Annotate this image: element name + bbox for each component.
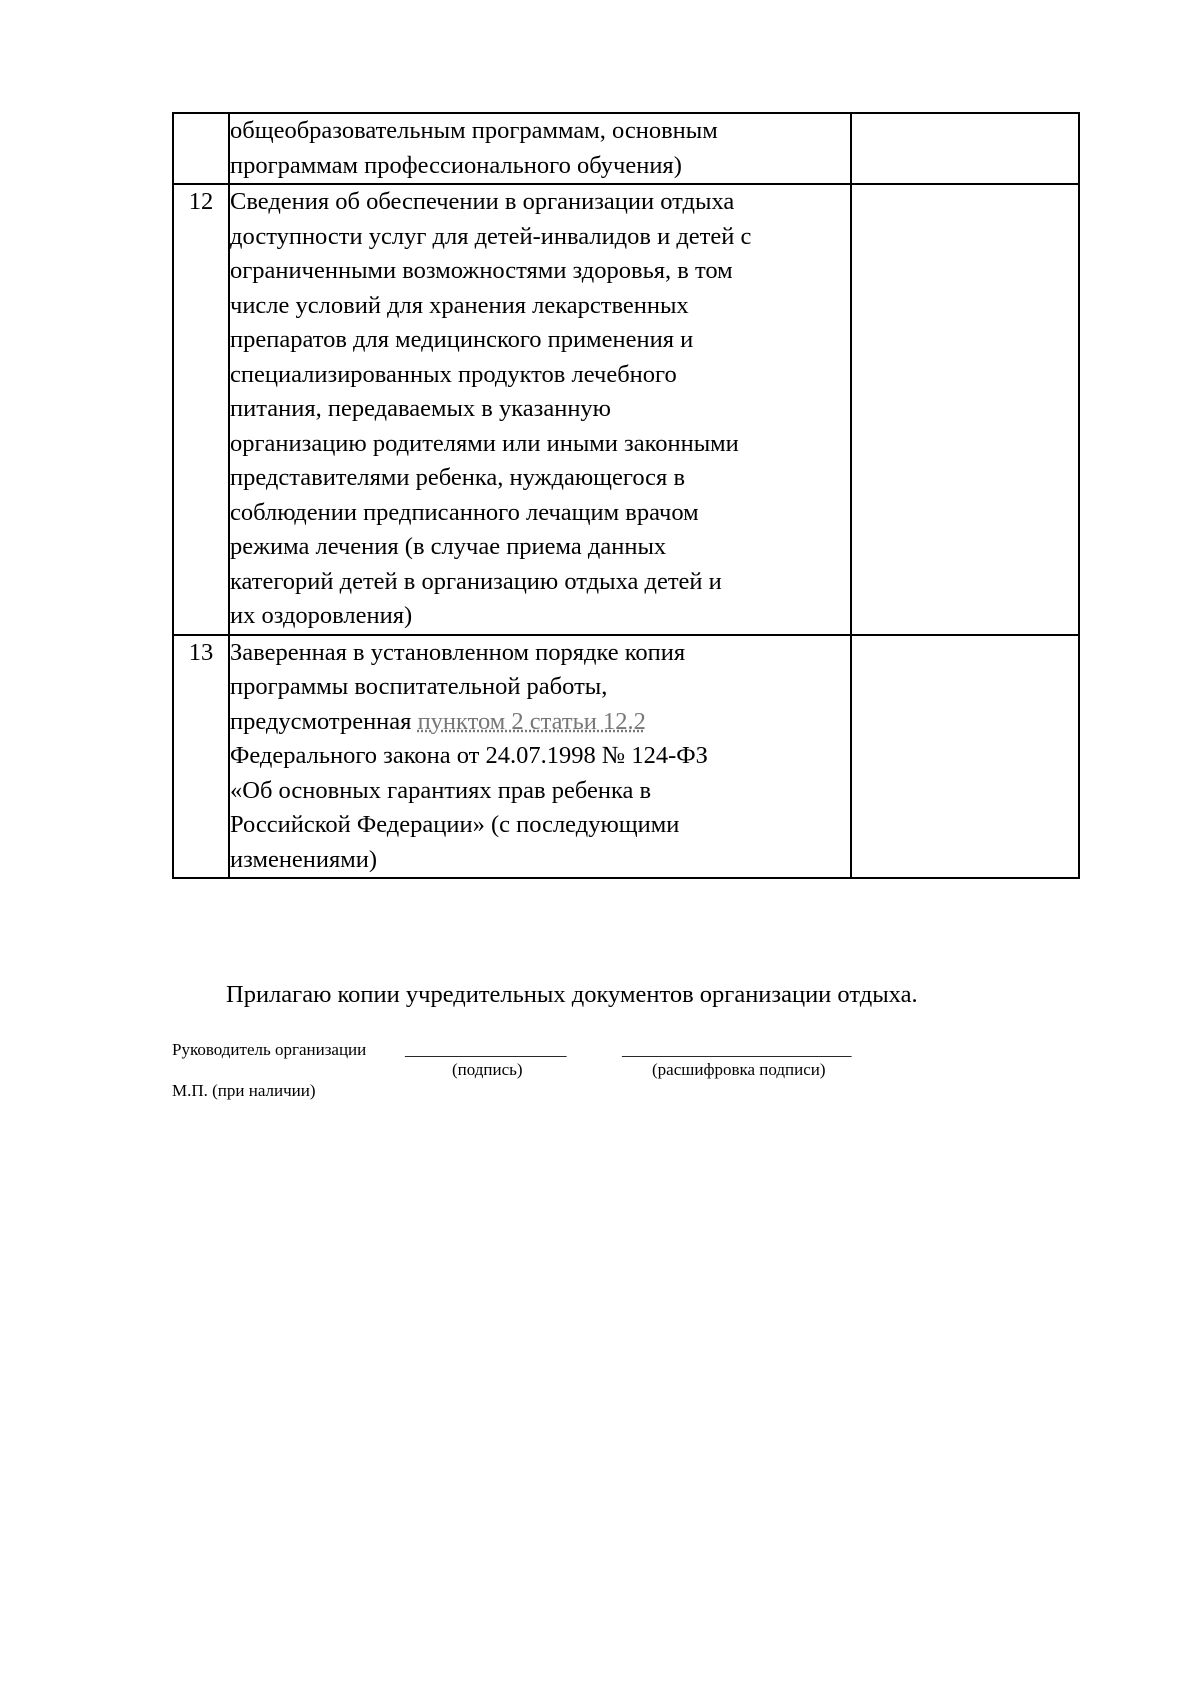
row-mark-cell bbox=[851, 113, 1079, 184]
decoding-caption: (расшифровка подписи) bbox=[652, 1060, 826, 1079]
row-text-before-link: Заверенная в установленном порядке копия программы воспитательной работы, предусмотренная bbox=[230, 638, 686, 735]
row-description-text bbox=[230, 636, 850, 878]
row-mark-cell bbox=[851, 184, 1079, 635]
attachment-note: Прилагаю копии учредительных документов организации отдыха. bbox=[226, 981, 918, 1008]
table-row bbox=[173, 184, 1079, 635]
decoding-line: ___________________________ bbox=[622, 1040, 852, 1059]
signature-caption: (подпись) bbox=[452, 1060, 523, 1079]
row-description bbox=[229, 635, 851, 879]
row-number bbox=[173, 113, 229, 184]
row-number: 13 bbox=[173, 635, 229, 879]
row-mark-cell bbox=[851, 635, 1079, 879]
row-description bbox=[229, 184, 851, 635]
signature-line: ___________________ bbox=[405, 1040, 567, 1059]
row-text-after-link: Федерального закона от 24.07.1998 № 124-ФЗ «Об основных гарантиях прав ребенка в Российской Федерации» (с последующими изменениями) bbox=[230, 742, 708, 873]
table-row bbox=[173, 113, 1079, 184]
signature-label: Руководитель организации bbox=[172, 1040, 367, 1059]
table-row bbox=[173, 635, 1079, 879]
row-description-text: Сведения об обеспечении в организации отдыха доступности услуг для детей-инвалидов и детей с ограниченными возможностями здоровья, в том числе условий для хранения лекарственных препаратов для медицинского применения и специализированных продуктов лечебного питания, передаваемых в указанную организацию родителями или иными законными представителями ребенка, нуждающегося в соблюдении предписанного лечащим врачом режима лечения (в случае приема данных категорий детей в организацию отдыха детей и их оздоровления) bbox=[230, 188, 752, 629]
row-description-text: общеобразовательным программам, основным программам профессионального обучения) bbox=[230, 117, 718, 179]
documents-table bbox=[172, 112, 1080, 879]
stamp-note: М.П. (при наличии) bbox=[172, 1081, 316, 1100]
law-reference-link[interactable]: пунктом 2 статьи 12.2 bbox=[417, 707, 646, 735]
row-description bbox=[229, 113, 851, 184]
row-number: 12 bbox=[173, 184, 229, 635]
